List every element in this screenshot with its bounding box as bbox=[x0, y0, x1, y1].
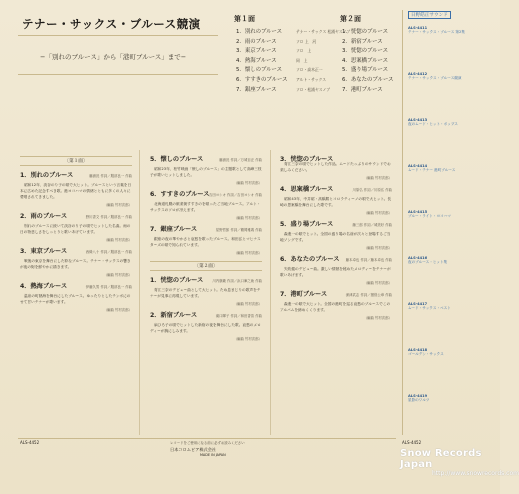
catalog-strip bbox=[402, 10, 489, 435]
catalog-entry-title: テナー・サックス・ブルース競演 bbox=[408, 76, 462, 81]
catalog-entry bbox=[408, 118, 486, 127]
catalog-entry bbox=[408, 72, 486, 81]
song-title: 5．懐しのブルース bbox=[150, 156, 204, 163]
track-credit: アルト・サックス bbox=[296, 76, 327, 82]
footnote: レコードをご使用になる前に必ずお読みください bbox=[170, 441, 245, 445]
song-description: 青江三奈のデビュー曲として大ヒット。ため息まじりの歌声をテナーが見事に再現しています。 bbox=[150, 288, 261, 298]
song-title: 1．恍惚のブルース bbox=[150, 277, 204, 284]
catalog-entry-code: ALS-4414 bbox=[408, 164, 428, 168]
song-description: 昭和43年、中井昭・高橋勝とコロラティーノの唄で大ヒット。長崎の思案橋を舞台にした歌です。 bbox=[280, 197, 392, 207]
column-divider bbox=[139, 150, 140, 435]
track-credit: ソロ 上 河 bbox=[296, 38, 317, 44]
catalog-entry bbox=[408, 210, 486, 219]
track-title: 4．熱海ブルース bbox=[236, 57, 277, 64]
arranger-credit: （編曲 竹村次郎） bbox=[363, 176, 392, 180]
song-description: 北海道札幌の歓楽街すすきのを唄ったご当地ブルース。アルト・サックスのソロが冴えます。 bbox=[150, 202, 261, 212]
song-description: 銀座の夜の華やかさと哀愁を歌ったブルース。和田弘とマヒナスターズの唄で知られています。 bbox=[150, 237, 261, 247]
track-title: 3．東京ブルース bbox=[236, 48, 277, 55]
track-title: 4．思案橋ブルース bbox=[342, 57, 389, 64]
song-title: 3．東京ブルース bbox=[20, 248, 68, 255]
song-writers: 星野哲郎 作詞／鶴岡雅義 作曲 bbox=[215, 228, 262, 232]
track-title: 6．あなたのブルース bbox=[342, 76, 394, 83]
song-description: 矢吹健のデビュー曲。激しい情熱を秘めたメロディーをテナーが歌いあげます。 bbox=[280, 267, 391, 277]
manufacturer: 日本コロムビア株式会社 bbox=[170, 447, 217, 452]
catalog-entry-title: ブルー・ライト・ヨコハマ bbox=[408, 214, 451, 219]
catalog-entry-code: ALS-4418 bbox=[408, 348, 428, 352]
track-title: 2．雨のブルース bbox=[236, 38, 277, 45]
arranger-credit: （編曲 竹村次郎） bbox=[363, 281, 392, 285]
catalog-entry-title: ゴールデン・サックス bbox=[408, 352, 444, 357]
track-credit: 同 上 bbox=[296, 57, 308, 63]
catalog-strip-head: 日野皓正サウンド bbox=[408, 11, 451, 19]
song-description: 戦後の東京を舞台にした粋なブルース。テナー・サックスの響きが夜の街を鮮やかに描きます。 bbox=[20, 259, 131, 269]
track-title: 2．新宿ブルース bbox=[342, 38, 383, 45]
song-description: 扇ひろ子の唄でヒットした新宿の夜を舞台にした歌。哀愁のメロディーが胸にしみます。 bbox=[150, 323, 261, 333]
song-writers: 吉田ヨシオ 作詞／吉田ヨシオ 作曲 bbox=[208, 193, 262, 197]
track-credit: ソロ・高木正一 bbox=[296, 67, 323, 73]
catalog-entry-code: ALS-4415 bbox=[408, 210, 428, 214]
song-title: 2．新宿ブルース bbox=[150, 312, 198, 319]
catalog-entry bbox=[408, 302, 486, 311]
notes-column-3 bbox=[280, 150, 392, 320]
track-title: 5．盛り場ブルース bbox=[342, 67, 389, 74]
song-title: 6．すすきのブルース bbox=[150, 191, 210, 198]
catalog-entry bbox=[408, 26, 486, 35]
catalog-entry bbox=[408, 394, 486, 403]
song-writers: 藤浦洸 作詞／万城目正 作曲 bbox=[219, 158, 262, 162]
song-writers: 藤三郎 作詞／城美好 作曲 bbox=[352, 223, 392, 227]
catalog-entry-title: ムード・サックス・ベスト bbox=[408, 306, 451, 311]
side2-label: 第２面 bbox=[340, 15, 361, 23]
album-title: テナー・サックス・ブルース競演 bbox=[22, 17, 201, 31]
side2-notes-label: 〔第２面〕 bbox=[150, 261, 262, 271]
catalog-number: ALS-4452 bbox=[20, 440, 40, 445]
track-title: 7．港町ブルース bbox=[342, 86, 383, 93]
footer-rule bbox=[18, 438, 396, 439]
catalog-entry-code: ALS-4412 bbox=[408, 72, 428, 76]
arranger-credit: （編曲 竹村次郎） bbox=[363, 246, 392, 250]
song-title: 5．盛り場ブルース bbox=[280, 221, 334, 228]
song-title: 7．港町ブルース bbox=[280, 291, 328, 298]
song-description: 森進一の唄でヒット。全国の盛り場の名前が次々と登場するご当地ソングです。 bbox=[280, 232, 391, 242]
catalog-entry-code: ALS-4417 bbox=[408, 302, 428, 306]
arranger-credit: （編曲 竹村次郎） bbox=[103, 238, 132, 242]
side1-tracklist bbox=[236, 28, 288, 95]
side1-label: 第１面 bbox=[234, 15, 255, 23]
song-title: 6．あなたのブルース bbox=[280, 256, 340, 263]
arranger-credit: （編曲 竹村次郎） bbox=[233, 251, 262, 255]
catalog-entry-title: テナー・サックス・ブルース 第2集 bbox=[408, 30, 465, 35]
arranger-credit: （編曲 竹村次郎） bbox=[233, 181, 262, 185]
catalog-entry-title: 夜のブルース・ヒット集 bbox=[408, 260, 448, 265]
catalog-entry-code: ALS-4413 bbox=[408, 118, 428, 122]
catalog-entry-title: 星影のワルツ bbox=[408, 398, 430, 403]
watermark-url: http://www.snowrecords.com bbox=[432, 470, 519, 477]
column-divider bbox=[270, 150, 271, 435]
song-description: 青江三奈の唄でヒットした作品。ムードたっぷりのサウンドでお楽しみください。 bbox=[280, 162, 391, 172]
song-writers: 川原弘 作詞／川原弘 作曲 bbox=[352, 188, 392, 192]
song-writers: 川内康範 作詞／浜口庫之助 作曲 bbox=[212, 279, 262, 283]
side1-notes-label: 〔第１面〕 bbox=[20, 156, 132, 166]
catalog-entry-code: ALS-4411 bbox=[408, 26, 428, 30]
song-description: 別れのブルースに続いて淡谷のり子の唄でヒットした名曲。雨の日の物悲しさをしっとりと歌いあげています。 bbox=[20, 224, 131, 234]
track-title: 1．恍惚のブルース bbox=[342, 29, 389, 35]
song-title: 4．思案橋ブルース bbox=[280, 186, 334, 193]
song-writers: 野川香文 作詞／服部良一 作曲 bbox=[85, 215, 132, 219]
track-title: 7．銀座ブルース bbox=[236, 86, 277, 93]
track-credit: テナー・サックス 松浦ヤスノブ bbox=[296, 29, 351, 34]
catalog-entry-title: 夜のムード・ヒット・ポップス bbox=[408, 122, 458, 127]
album-subtitle: −「別れのブルース」から「港町ブルース」まで− bbox=[40, 53, 187, 61]
song-title: 3．恍惚のブルース bbox=[280, 156, 334, 163]
made-in: MADE IN JAPAN bbox=[200, 453, 226, 457]
catalog-entry bbox=[408, 256, 486, 265]
song-description: 温泉の町熱海を舞台にしたブルース。ゆったりとしたテンポにのせて甘いテナーが歌います。 bbox=[20, 294, 131, 304]
arranger-credit: （編曲 竹村次郎） bbox=[233, 302, 262, 306]
song-description: 昭和23年、松竹映画「懐しのブルース」の主題歌として高峰三枝子が歌いヒットしました。 bbox=[150, 167, 262, 177]
arranger-credit: （編曲 竹村次郎） bbox=[363, 316, 392, 320]
catalog-entry bbox=[408, 164, 486, 173]
catalog-entry-code: ALS-4416 bbox=[408, 256, 428, 260]
song-writers: 深津武志 作詞／猪俣公章 作曲 bbox=[345, 293, 392, 297]
song-writers: 藤浦洸 作詞／服部良一 作曲 bbox=[89, 174, 132, 178]
song-title: 4．熱海ブルース bbox=[20, 283, 68, 290]
track-title: 3．恍惚のブルース bbox=[342, 48, 389, 55]
subtitle-rule bbox=[18, 74, 218, 75]
song-writers: 伊藤久男 作詞／服部良一 作曲 bbox=[85, 285, 132, 289]
track-title: 5．懐しのブルース bbox=[236, 67, 283, 74]
watermark: Snow Records Japan bbox=[400, 448, 482, 470]
song-writers: 藤本卓也 作詞／藤本卓也 作曲 bbox=[345, 258, 392, 262]
arranger-credit: （編曲 竹村次郎） bbox=[363, 211, 392, 215]
song-writers: 西條八十 作詞／服部良一 作曲 bbox=[85, 250, 132, 254]
side2-tracklist bbox=[342, 28, 393, 95]
catalog-entry-code: ALS-4419 bbox=[408, 394, 428, 398]
song-title: 1．別れのブルース bbox=[20, 172, 74, 179]
arranger-credit: （編曲 竹村次郎） bbox=[233, 216, 262, 220]
catalog-number-right: ALS-4452 bbox=[402, 440, 422, 445]
arranger-credit: （編曲 竹村次郎） bbox=[103, 273, 132, 277]
song-description: 森進一の唄で大ヒット。全国の港町を巡る哀愁のブルースでこのアルバムを締めくくります。 bbox=[280, 302, 391, 312]
song-title: 2．雨のブルース bbox=[20, 213, 68, 220]
catalog-entry bbox=[408, 348, 486, 357]
track-credit: ソロ 上 bbox=[296, 48, 312, 54]
song-description: 昭和12年、淡谷のり子の唄で大ヒット。ブルースという言葉を日本に広めた記念すべき歌。港ヨコハマの情緒とともに多くの人々に愛唱されてきました。 bbox=[20, 183, 132, 199]
track-title: 1．別れのブルース bbox=[236, 29, 283, 35]
notes-column-1 bbox=[20, 150, 132, 312]
track-credit: ソロ・松浦ヤスノブ bbox=[296, 86, 331, 92]
song-writers: 滝口暉子 作詞／和田香苗 作曲 bbox=[215, 314, 262, 318]
arranger-credit: （編曲 竹村次郎） bbox=[103, 308, 132, 312]
arranger-credit: （編曲 竹村次郎） bbox=[233, 337, 262, 341]
track-title: 6．すすきのブルース bbox=[236, 76, 288, 83]
arranger-credit: （編曲 竹村次郎） bbox=[103, 203, 132, 207]
title-rule bbox=[18, 35, 218, 36]
catalog-entry-title: ムード・テナー 港町ブルース bbox=[408, 168, 456, 173]
song-title: 7．銀座ブルース bbox=[150, 226, 198, 233]
notes-column-2 bbox=[150, 150, 262, 341]
